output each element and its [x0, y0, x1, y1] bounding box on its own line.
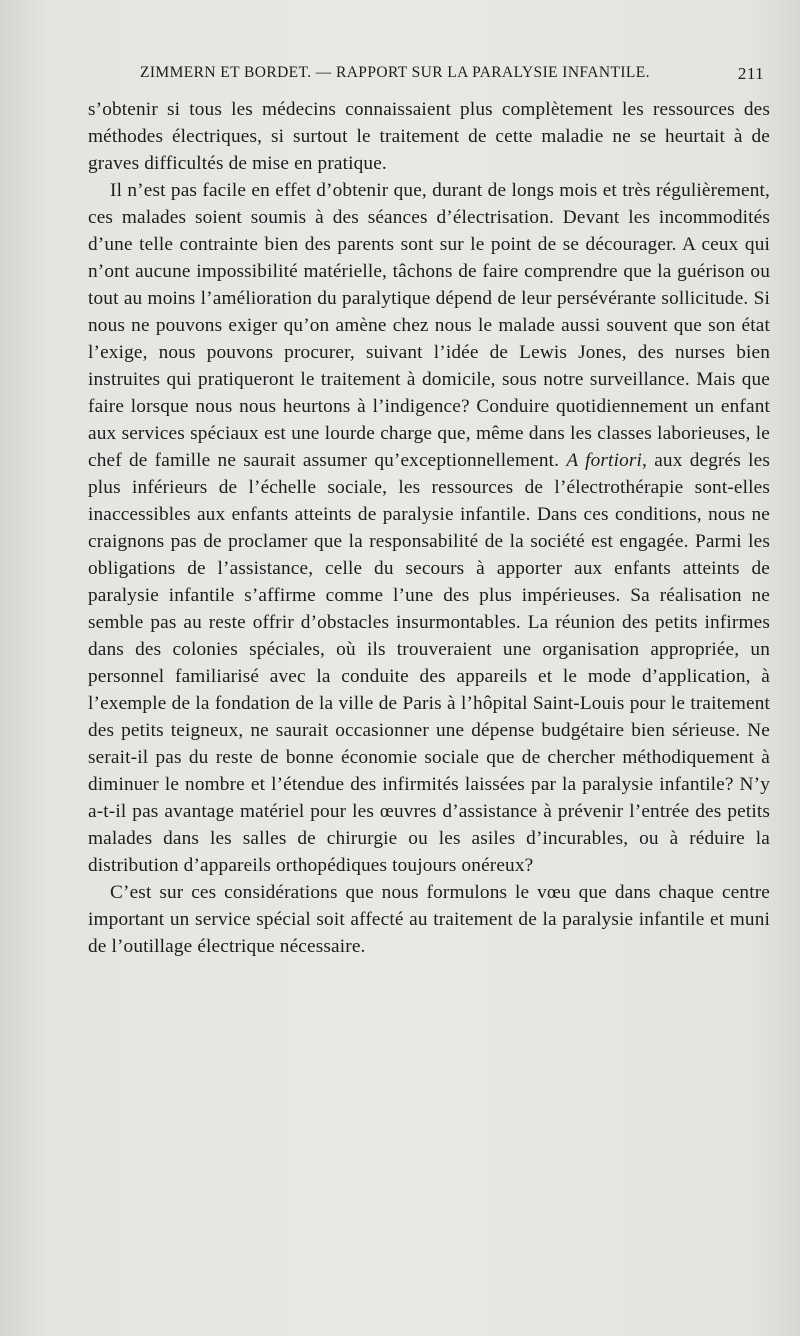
page-number: 211: [737, 64, 764, 83]
paragraph-1: s’obtenir si tous les médecins connaissaient plus complètement les ressources des méthodes électriques, si surtout le traitement de cette maladie ne se heurtait à de graves difficultés de mise en pratique.: [88, 99, 770, 175]
running-head: [140, 64, 770, 90]
paragraph-2-text: Il n’est pas facile en effet d’obtenir que, durant de longs mois et très régulièrement, ces malades soient soumis à des séances d’électrisation. Devant les incommodités d’une telle contrainte bien des parents sont sur le point de se décourager. A ceux qui n’ont aucune impossibilité matérielle, tâchons de faire comprendre que la guérison ou tout au moins l’amélioration du paralytique dépend de leur persévérante sollicitude. Si nous ne pouvons exiger qu’on amène chez nous le malade aussi souvent que son état l’exige, nous pouvons procurer, suivant l’idée de Lewis Jones, des nurses bien instruites qui pratiqueront le traitement à domicile, sous notre surveillance. Mais que faire lorsque nous nous heurtons à l’indigence? Conduire quotidiennement un enfant aux services spéciaux est une lourde charge que, même dans les classes laborieuses, le chef de famille ne saurait assumer qu’exceptionnellement.: [88, 180, 770, 472]
paragraph-2: [88, 177, 770, 879]
running-head-title: ZIMMERN ET BORDET. — RAPPORT SUR LA PARALYSIE INFANTILE.: [140, 64, 650, 81]
paragraph-3: C’est sur ces considérations que nous formulons le vœu que dans chaque centre important un service spécial soit affecté au traitement de la paralysie infantile et muni de l’outillage électrique nécessaire.: [88, 882, 770, 958]
paragraph-2-continuation: , aux degrés les plus inférieurs de l’échelle sociale, les ressources de l’électrothérapie sont-elles inaccessibles aux enfants atteints de paralysie infantile. Dans ces conditions, nous ne craignons pas de proclamer que la responsabilité de la société est engagée. Parmi les obligations de l’assistance, celle du secours à apporter aux enfants atteints de paralysie infantile s’affirme comme l’une des plus impérieuses. Sa réalisation ne semble pas au reste offrir d’obstacles insurmontables. La réunion des petits infirmes dans des colonies spéciales, où ils trouveraient une organisation appropriée, un personnel familiarisé avec la conduite des appareils et le mode d’application, à l’exemple de la fondation de la ville de Paris à l’hôpital Saint-Louis pour le traitement des petits teigneux, ne saurait occasionner une dépense budgétaire bien sérieuse. Ne serait-il pas du reste de bonne économie sociale que de chercher méthodiquement à diminuer le nombre et l’étendue des infirmités laissées par la paralysie infantile? N’y a-t-il pas avantage matériel pour les œuvres d’assistance à prévenir l’entrée des petits malades dans les salles de chirurgie ou les asiles d’incurables, ou à réduire la distribution d’appareils orthopédiques toujours onéreux?: [88, 450, 770, 877]
body-text: [88, 96, 770, 961]
paragraph-2-italic: A fortiori: [566, 450, 643, 472]
